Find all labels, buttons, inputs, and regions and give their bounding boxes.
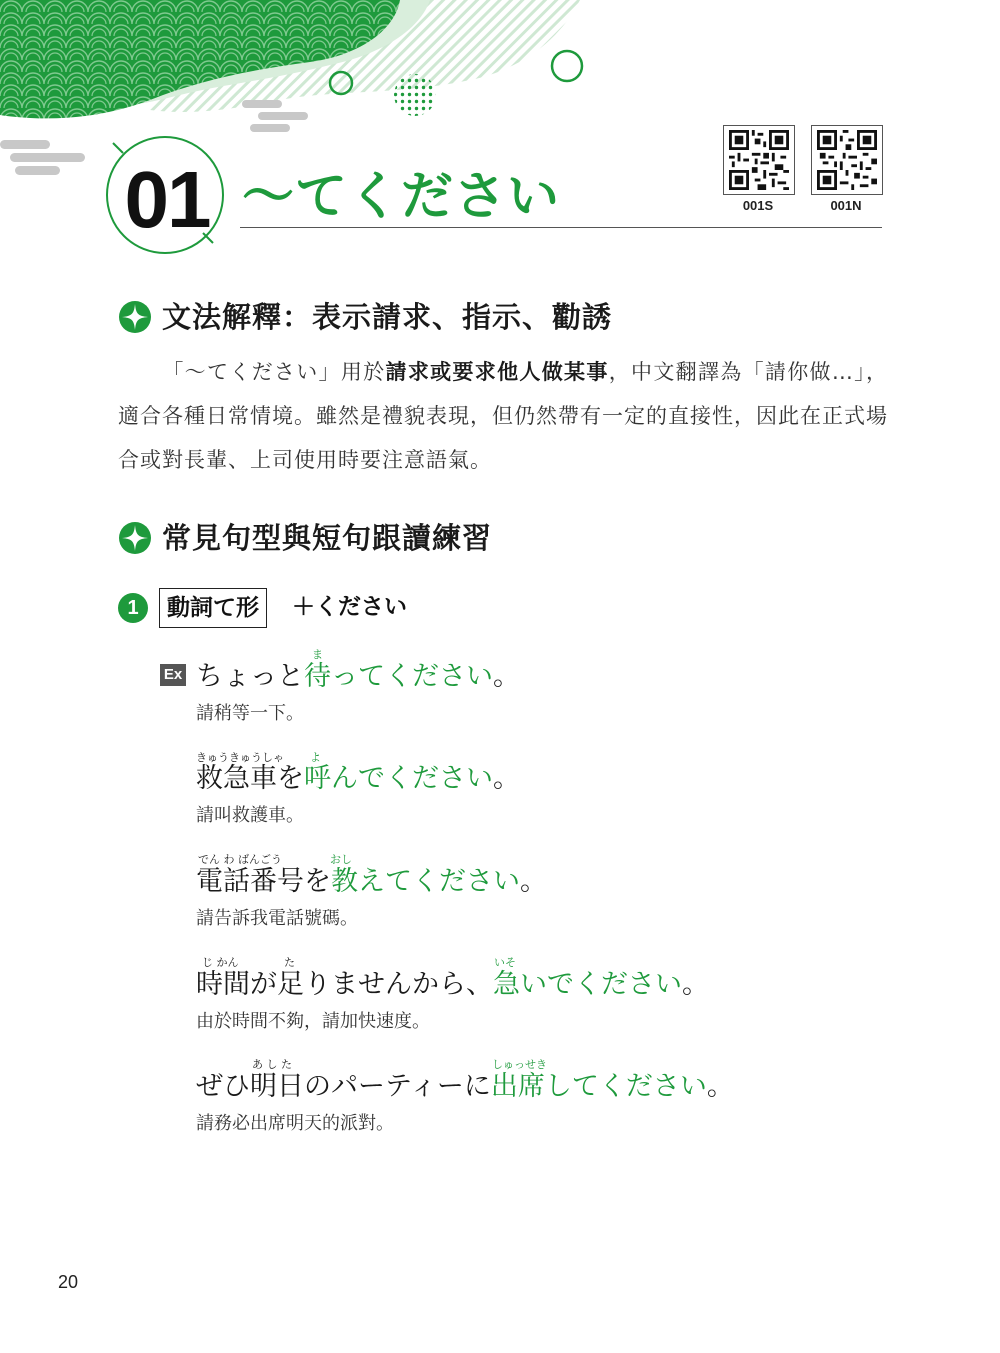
grammar-text-2: ，中文翻譯為「請你做…」，適合各種日常情境。雖然是禮貌表現，但仍然帶有一定的直接性，因此在正式場合或對長輩、上司使用時要注意語氣。 <box>118 360 889 472</box>
grammar-explanation <box>118 350 888 482</box>
sparkle-icon <box>118 300 152 334</box>
sentence-highlight: 教えてください <box>331 866 520 897</box>
title-divider <box>240 227 882 228</box>
sentence-post: 。 <box>520 866 547 897</box>
page-number: 20 <box>58 1272 79 1292</box>
furigana: おし <box>330 853 352 866</box>
example-sentence-5 <box>196 1070 734 1104</box>
example-translation-4: 由於時間不夠，請加快速度。 <box>196 1011 430 1032</box>
pattern-box: 動詞て形 <box>159 588 267 628</box>
example-sentence-1 <box>196 660 520 694</box>
qr-label-slow: 001S <box>742 198 774 213</box>
grammar-text-bold: 請求或要求他人做某事 <box>385 360 609 384</box>
furigana: ま <box>312 648 323 661</box>
example-sentence-2 <box>196 762 520 796</box>
practice-heading: 常見句型與短句跟讀練習 <box>162 521 493 555</box>
lesson-number: 01 <box>124 155 210 244</box>
example-translation-5: 請務必出席明天的派對。 <box>196 1113 394 1134</box>
grammar-text-1: 「～てください」用於 <box>162 360 386 384</box>
sentence-post: 。 <box>682 969 709 1000</box>
sentence-post: 。 <box>493 661 520 692</box>
sentence-pre: 救急車を <box>196 763 304 794</box>
sentence-post: 。 <box>706 1071 734 1102</box>
furigana: よ <box>310 751 321 764</box>
furigana: しゅっせき <box>492 1058 547 1071</box>
qr-code-normal[interactable] <box>811 125 883 195</box>
sentence-highlight: 急いでください <box>493 969 682 1000</box>
furigana: た <box>284 956 295 969</box>
qr-code-icon <box>817 130 877 190</box>
ex-badge: Ex <box>160 664 186 686</box>
furigana: いそ <box>494 956 516 969</box>
sentence-pre: ちょっと <box>196 661 304 692</box>
qr-code-icon <box>729 130 789 190</box>
sentence-post: 。 <box>493 763 520 794</box>
furigana: でん わ ばんごう <box>198 853 282 866</box>
sentence-highlight: 呼んでください <box>304 763 493 794</box>
qr-label-normal: 001N <box>830 198 862 213</box>
sentence-highlight: 出席してください <box>490 1071 707 1102</box>
sentence-pre: 電話番号を <box>196 866 331 897</box>
example-sentence-3 <box>196 865 547 899</box>
sentence-pre: 時間が足りませんから、 <box>196 969 493 1000</box>
example-sentence-4 <box>196 968 709 1002</box>
sparkle-icon <box>118 521 152 555</box>
furigana: あ し た <box>252 1058 292 1071</box>
pattern-number-badge: 1 <box>118 593 148 623</box>
example-translation-2: 請叫救護車。 <box>196 805 304 826</box>
pattern-rest: ＋ください <box>292 594 407 620</box>
grammar-heading: 文法解釋：表示請求、指示、勸誘 <box>162 300 613 334</box>
lesson-title: ～てください <box>242 167 561 227</box>
furigana: きゅうきゅうしゃ <box>196 751 284 764</box>
example-translation-1: 請稍等一下。 <box>196 703 304 724</box>
sentence-highlight: 待ってください <box>304 661 493 692</box>
qr-code-slow[interactable] <box>723 125 795 195</box>
example-translation-3: 請告訴我電話號碼。 <box>196 908 358 929</box>
sentence-pre: ぜひ明日のパーティーに <box>196 1071 491 1102</box>
furigana: じ かん <box>202 956 239 969</box>
